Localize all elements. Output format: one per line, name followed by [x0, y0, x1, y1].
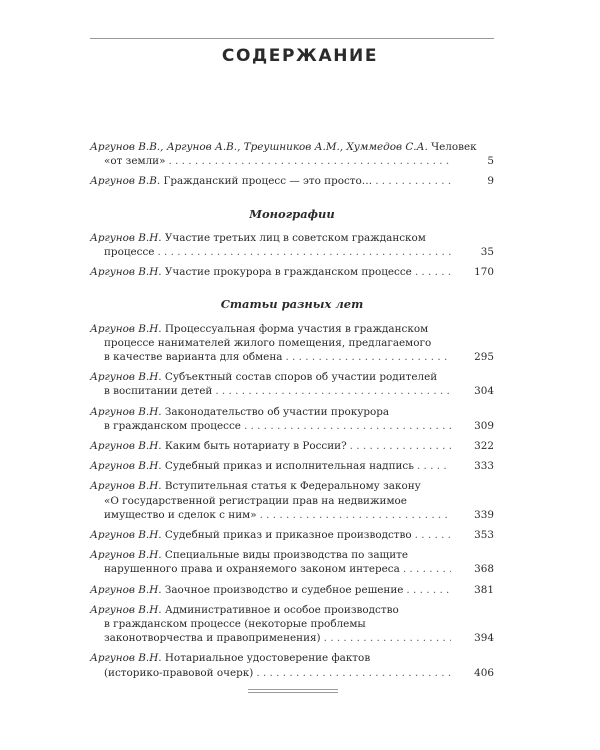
leader-dots	[403, 562, 451, 576]
bottom-rule	[248, 689, 338, 690]
toc-entry-title-line: Участие прокурора в гражданском процессе	[164, 266, 412, 279]
toc-entry-title-line: Административное и особое производство	[164, 603, 399, 616]
toc-entry-line	[90, 548, 494, 562]
page-number: 381	[474, 583, 494, 596]
leader-dots	[256, 666, 451, 680]
toc-entry-title-line: в воспитании детей	[104, 385, 213, 398]
leader-dots	[260, 508, 451, 522]
toc-entry-title-line: Заочное производство и судебное решение	[164, 583, 404, 596]
page-number: 304	[474, 385, 494, 398]
toc-entry-text	[104, 631, 321, 645]
toc-entry-title-line: в качестве варианта для обмена	[104, 351, 283, 364]
toc-entry-line	[90, 617, 494, 631]
leader-dots	[285, 350, 451, 364]
toc-entry-text	[104, 562, 400, 576]
toc-entry-title-line: Специальные виды производства по защите	[164, 549, 409, 562]
toc-entry-text	[104, 666, 253, 680]
toc-entry-line	[90, 231, 494, 245]
page-number: 339	[474, 508, 494, 521]
toc-entry-title-line: Вступительная статья к Федеральному закону	[164, 480, 421, 493]
toc-entry-text	[104, 419, 241, 433]
toc-entry-title-line: законотворчества и правоприменения)	[104, 632, 321, 645]
toc-entry-author: Аргунов В.Н.	[90, 460, 162, 473]
toc-entry-author: Аргунов В.Н.	[90, 529, 162, 542]
toc-entry-author: Аргунов В.Н.	[90, 231, 162, 244]
toc-entry-last-line	[90, 245, 494, 259]
toc-entry-title-line: процессе нанимателей жилого помещения, предлагаемого	[104, 336, 432, 349]
toc-entry-title-line: Гражданский процесс — это просто…	[163, 175, 373, 188]
leader-dots	[324, 631, 451, 645]
toc-entry-line	[90, 336, 494, 350]
toc-entry[interactable]	[90, 439, 494, 453]
toc-entry-last-line	[90, 265, 494, 279]
toc-entry-title-line: в гражданском процессе	[104, 419, 241, 432]
page-number: 170	[474, 266, 494, 279]
toc-entry-last-line	[90, 631, 494, 645]
toc-entry-author: Аргунов В.Н.	[90, 480, 162, 493]
page-number: 322	[474, 440, 494, 453]
page-number: 295	[474, 351, 494, 364]
toc-entry[interactable]	[90, 479, 494, 522]
toc-entry-text	[104, 245, 154, 259]
toc-entry-title-line: Судебный приказ и исполнительная надпись	[164, 460, 414, 473]
page-number: 406	[474, 666, 494, 679]
toc-entry-author: Аргунов В.В.	[90, 175, 161, 188]
toc-entry[interactable]	[90, 140, 494, 168]
table-of-contents	[90, 140, 494, 686]
toc-entry-last-line	[90, 350, 494, 364]
toc-entry[interactable]	[90, 265, 494, 279]
toc-entry-last-line	[90, 666, 494, 680]
toc-entry[interactable]	[90, 651, 494, 679]
page-number: 394	[474, 632, 494, 645]
toc-entry[interactable]	[90, 174, 494, 188]
toc-entry-title-line: Судебный приказ и приказное производство	[164, 529, 412, 542]
toc-entry-text	[90, 528, 412, 542]
toc-entry-last-line	[90, 528, 494, 542]
leader-dots	[415, 528, 451, 542]
section-heading: Монографии	[249, 206, 335, 221]
toc-entry-line	[90, 405, 494, 419]
toc-entry-line	[90, 322, 494, 336]
toc-entry[interactable]	[90, 405, 494, 433]
toc-entry-title-line: (историко-правовой очерк)	[104, 666, 254, 679]
leader-dots	[375, 174, 451, 188]
toc-entry-title-line: Процессуальная форма участия в гражданском	[164, 322, 429, 335]
toc-entry-author: Аргунов В.Н.	[90, 266, 162, 279]
toc-entry-last-line	[90, 384, 494, 398]
toc-entry-author: Аргунов В.Н.	[90, 549, 162, 562]
toc-entry-title-line: «от земли»	[104, 155, 166, 168]
leader-dots	[415, 265, 451, 279]
toc-entry-title-line: Нотариальное удостоверение фактов	[164, 652, 371, 665]
toc-entry-text	[104, 508, 257, 522]
toc-entry-author: Аргунов В.Н.	[90, 440, 162, 453]
toc-entry[interactable]	[90, 548, 494, 576]
toc-entry-author: Аргунов В.Н.	[90, 405, 162, 418]
leader-dots	[215, 384, 451, 398]
toc-entry-author: Аргунов В.Н.	[90, 322, 162, 335]
toc-entry-last-line	[90, 508, 494, 522]
leader-dots	[157, 245, 451, 259]
toc-entry-last-line	[90, 583, 494, 597]
page-number: 5	[487, 155, 494, 168]
toc-entry-author: Аргунов В.Н.	[90, 603, 162, 616]
toc-entry-line	[90, 370, 494, 384]
page-number: 333	[474, 460, 494, 473]
section-heading: Статьи разных лет	[220, 297, 364, 312]
toc-entry-text	[90, 583, 403, 597]
toc-entry-title-line: в гражданском процессе (некоторые проблемы	[104, 618, 366, 631]
toc-entry[interactable]	[90, 370, 494, 398]
toc-entry-title-line: Субъектный состав споров об участии родителей	[164, 371, 438, 384]
toc-entry-title-line: «О государственной регистрации прав на недвижимое	[104, 494, 407, 507]
toc-entry-title-line: процессе	[104, 246, 155, 259]
toc-entry-author: Аргунов В.Н.	[90, 583, 162, 596]
toc-entry-last-line	[90, 562, 494, 576]
toc-entry-title-line: Законодательство об участии прокурора	[164, 405, 390, 418]
page-title: СОДЕРЖАНИЕ	[221, 46, 379, 66]
toc-entry-title-line: Участие третьих лиц в советском гражданском	[164, 231, 426, 244]
leader-dots	[168, 154, 451, 168]
toc-entry[interactable]	[90, 528, 494, 542]
toc-entry-author: Аргунов В.Н.	[90, 371, 162, 384]
toc-entry-last-line	[90, 154, 494, 168]
page-number: 35	[480, 246, 494, 259]
toc-entry-text	[104, 350, 282, 364]
toc-entry-title-line: имущество и сделок с ним»	[104, 508, 257, 521]
top-rule	[90, 38, 494, 39]
page-number: 309	[474, 419, 494, 432]
toc-entry-text	[104, 154, 165, 168]
toc-entry-line	[90, 479, 494, 493]
toc-entry[interactable]	[90, 322, 494, 365]
leader-dots	[417, 459, 451, 473]
toc-entry[interactable]	[90, 459, 494, 473]
toc-entry-title-line: нарушенного права и охраняемого законом интереса	[104, 563, 400, 576]
leader-dots	[244, 419, 451, 433]
toc-entry-text	[90, 265, 412, 279]
toc-entry-last-line	[90, 439, 494, 453]
page-number: 353	[474, 529, 494, 542]
toc-entry-title-line: Каким быть нотариату в России?	[164, 440, 347, 453]
toc-entry-last-line	[90, 174, 494, 188]
toc-entry-last-line	[90, 419, 494, 433]
toc-entry-line	[90, 603, 494, 617]
toc-entry-line	[90, 651, 494, 665]
toc-entry-title-line: Человек	[431, 141, 477, 153]
toc-entry-author: Аргунов В.Н.	[90, 652, 162, 665]
toc-entry-text	[90, 174, 372, 188]
leader-dots	[350, 439, 451, 453]
toc-entry-author: Аргунов В.В., Аргунов А.В., Треушников А.М., Хуммедов С.А.	[90, 141, 428, 153]
toc-entry-line	[90, 140, 494, 154]
toc-entry-text	[104, 384, 212, 398]
page-number: 368	[474, 563, 494, 576]
toc-entry-text	[90, 459, 414, 473]
toc-entry[interactable]	[90, 603, 494, 646]
toc-entry-text	[90, 439, 347, 453]
leader-dots	[406, 583, 451, 597]
toc-entry-line	[90, 494, 494, 508]
toc-entry[interactable]	[90, 583, 494, 597]
toc-entry-last-line	[90, 459, 494, 473]
toc-entry[interactable]	[90, 231, 494, 259]
page-number: 9	[487, 175, 494, 188]
bottom-rule-second	[248, 692, 338, 693]
